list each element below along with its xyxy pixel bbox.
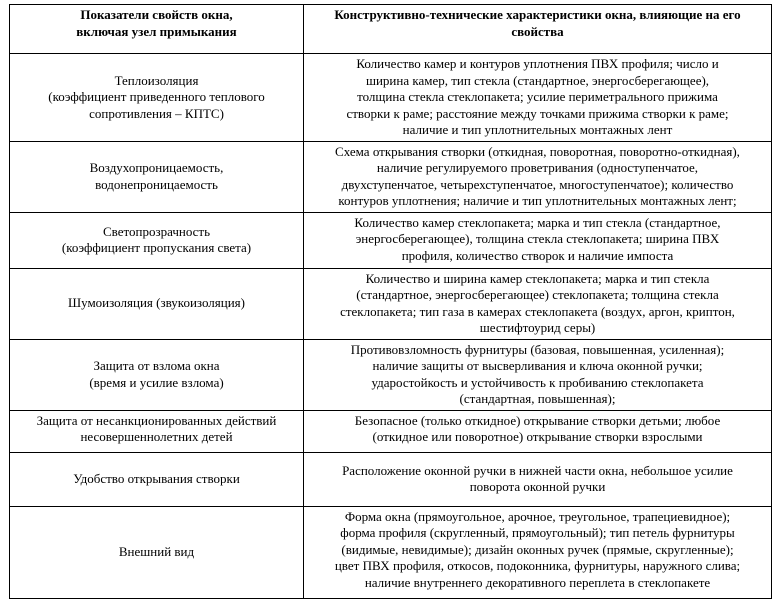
text-line: наличие и тип уплотнительных монтажных лент <box>402 122 673 137</box>
property-cell <box>10 141 304 212</box>
text-line: (коэффициент пропускания света) <box>61 240 252 255</box>
text-line: свойства <box>511 23 564 39</box>
characteristics-cell <box>304 268 772 339</box>
text-line: шестифтоурид серы) <box>479 320 596 335</box>
text-line: (стандартная, повышенная); <box>459 391 616 406</box>
text-line: профиля, количество створок и наличие импоста <box>401 247 674 263</box>
text-line: ширина камер, тип стекла (стандартное, энергосберегающее), <box>365 72 710 88</box>
text-line: (видимые, невидимые); дизайн оконных ручек (прямые, скругленные); <box>341 541 734 557</box>
text-line: контуров уплотнения; наличие и тип уплотнительных монтажных лент; <box>338 193 737 208</box>
text-line: Теплоизоляция <box>114 72 199 88</box>
property-cell <box>10 212 304 268</box>
text-line: сопротивления – КПТС) <box>89 105 224 121</box>
text-line: наличие регулируемого проветривания (одноступенчатое, <box>376 160 699 175</box>
characteristics-cell <box>304 339 772 410</box>
text-line: Защита от несанкционированных действий <box>36 412 277 428</box>
text-line: Количество камер и контуров уплотнения ПВХ профиля; число и <box>356 56 719 71</box>
text-line: Схема открывания створки (откидная, поворотная, поворотно-откидная), <box>335 143 740 159</box>
text-line: Конструктивно-технические характеристики окна, влияющие на его <box>334 7 741 22</box>
text-line: энергосберегающее), толщина стекла стеклопакета; ширина ПВХ <box>355 231 720 246</box>
characteristics-cell <box>304 452 772 506</box>
characteristics-cell <box>304 410 772 452</box>
text-line: створки к раме; расстояние между точками прижима створки к раме; <box>346 105 729 121</box>
text-line: двухступенчатое, четырехступенчатое, многоступенчатое); количество <box>341 176 734 192</box>
text-line: Показатели свойств окна, <box>80 7 233 22</box>
table-row <box>10 54 772 142</box>
text-line: (время и усилие взлома) <box>89 374 224 390</box>
text-line: Удобство открывания створки <box>73 470 240 486</box>
text-line: Противовзломность фурнитуры (базовая, повышенная, усиленная); <box>350 341 725 357</box>
text-line: (откидное или поворотное) открывание створки взрослыми <box>372 429 703 444</box>
text-line: несовершеннолетних детей <box>80 429 233 444</box>
text-line: Шумоизоляция (звукоизоляция) <box>68 295 245 311</box>
table-row <box>10 268 772 339</box>
property-cell <box>10 410 304 452</box>
text-line: поворота оконной ручки <box>469 479 606 494</box>
text-line: форма профиля (скругленный, прямоугольный); тип петель фурнитуры <box>340 525 735 540</box>
property-cell <box>10 54 304 142</box>
text-line: Защита от взлома окна <box>93 358 220 373</box>
table-row <box>10 410 772 452</box>
property-cell <box>10 506 304 598</box>
text-line: наличие защиты от высверливания и ключа оконной ручки; <box>372 358 703 373</box>
characteristics-cell <box>304 506 772 598</box>
property-cell <box>10 268 304 339</box>
text-line: Внешний вид <box>118 543 195 559</box>
characteristics-cell <box>304 54 772 142</box>
text-line: Количество камер стеклопакета; марка и тип стекла (стандартное, <box>354 214 721 230</box>
text-line: включая узел примыкания <box>76 23 237 39</box>
text-line: толщина стекла стеклопакета; усилие периметрального прижима <box>357 89 718 104</box>
characteristics-cell <box>304 212 772 268</box>
text-line: наличие внутреннего декоративного переплета в стеклопакете <box>364 574 711 590</box>
table-row <box>10 452 772 506</box>
table-row <box>10 506 772 598</box>
header-row <box>10 5 772 54</box>
text-line: Расположение оконной ручки в нижней части окна, небольшое усилие <box>342 462 733 478</box>
text-line: стеклопакета; тип газа в камерах стеклопакета (воздух, аргон, криптон, <box>340 303 735 319</box>
text-line: водонепроницаемость <box>95 176 218 192</box>
text-line: ударостойкость и устойчивость к пробиванию стеклопакета <box>371 374 704 390</box>
window-properties-table <box>9 4 772 599</box>
text-line: (коэффициент приведенного теплового <box>48 89 265 104</box>
characteristics-cell <box>304 141 772 212</box>
property-cell <box>10 452 304 506</box>
table-row <box>10 339 772 410</box>
property-cell <box>10 339 304 410</box>
text-line: Форма окна (прямоугольное, арочное, треугольное, трапециевидное); <box>344 508 731 524</box>
text-line: (стандартное, энергосберегающее) стеклопакета; толщина стекла <box>356 287 719 302</box>
text-line: Количество и ширина камер стеклопакета; марка и тип стекла <box>365 270 710 286</box>
text-line: Светопрозрачность <box>102 223 211 239</box>
text-line: Безопасное (только откидное) открывание створки детьми; любое <box>354 412 721 428</box>
text-line: Воздухопроницаемость, <box>89 160 224 175</box>
header-cell-characteristics <box>304 5 772 54</box>
table-row <box>10 141 772 212</box>
text-line: цвет ПВХ профиля, откосов, подоконника, фурнитуры, наружного слива; <box>334 558 741 573</box>
header-cell-properties <box>10 5 304 54</box>
table-row <box>10 212 772 268</box>
